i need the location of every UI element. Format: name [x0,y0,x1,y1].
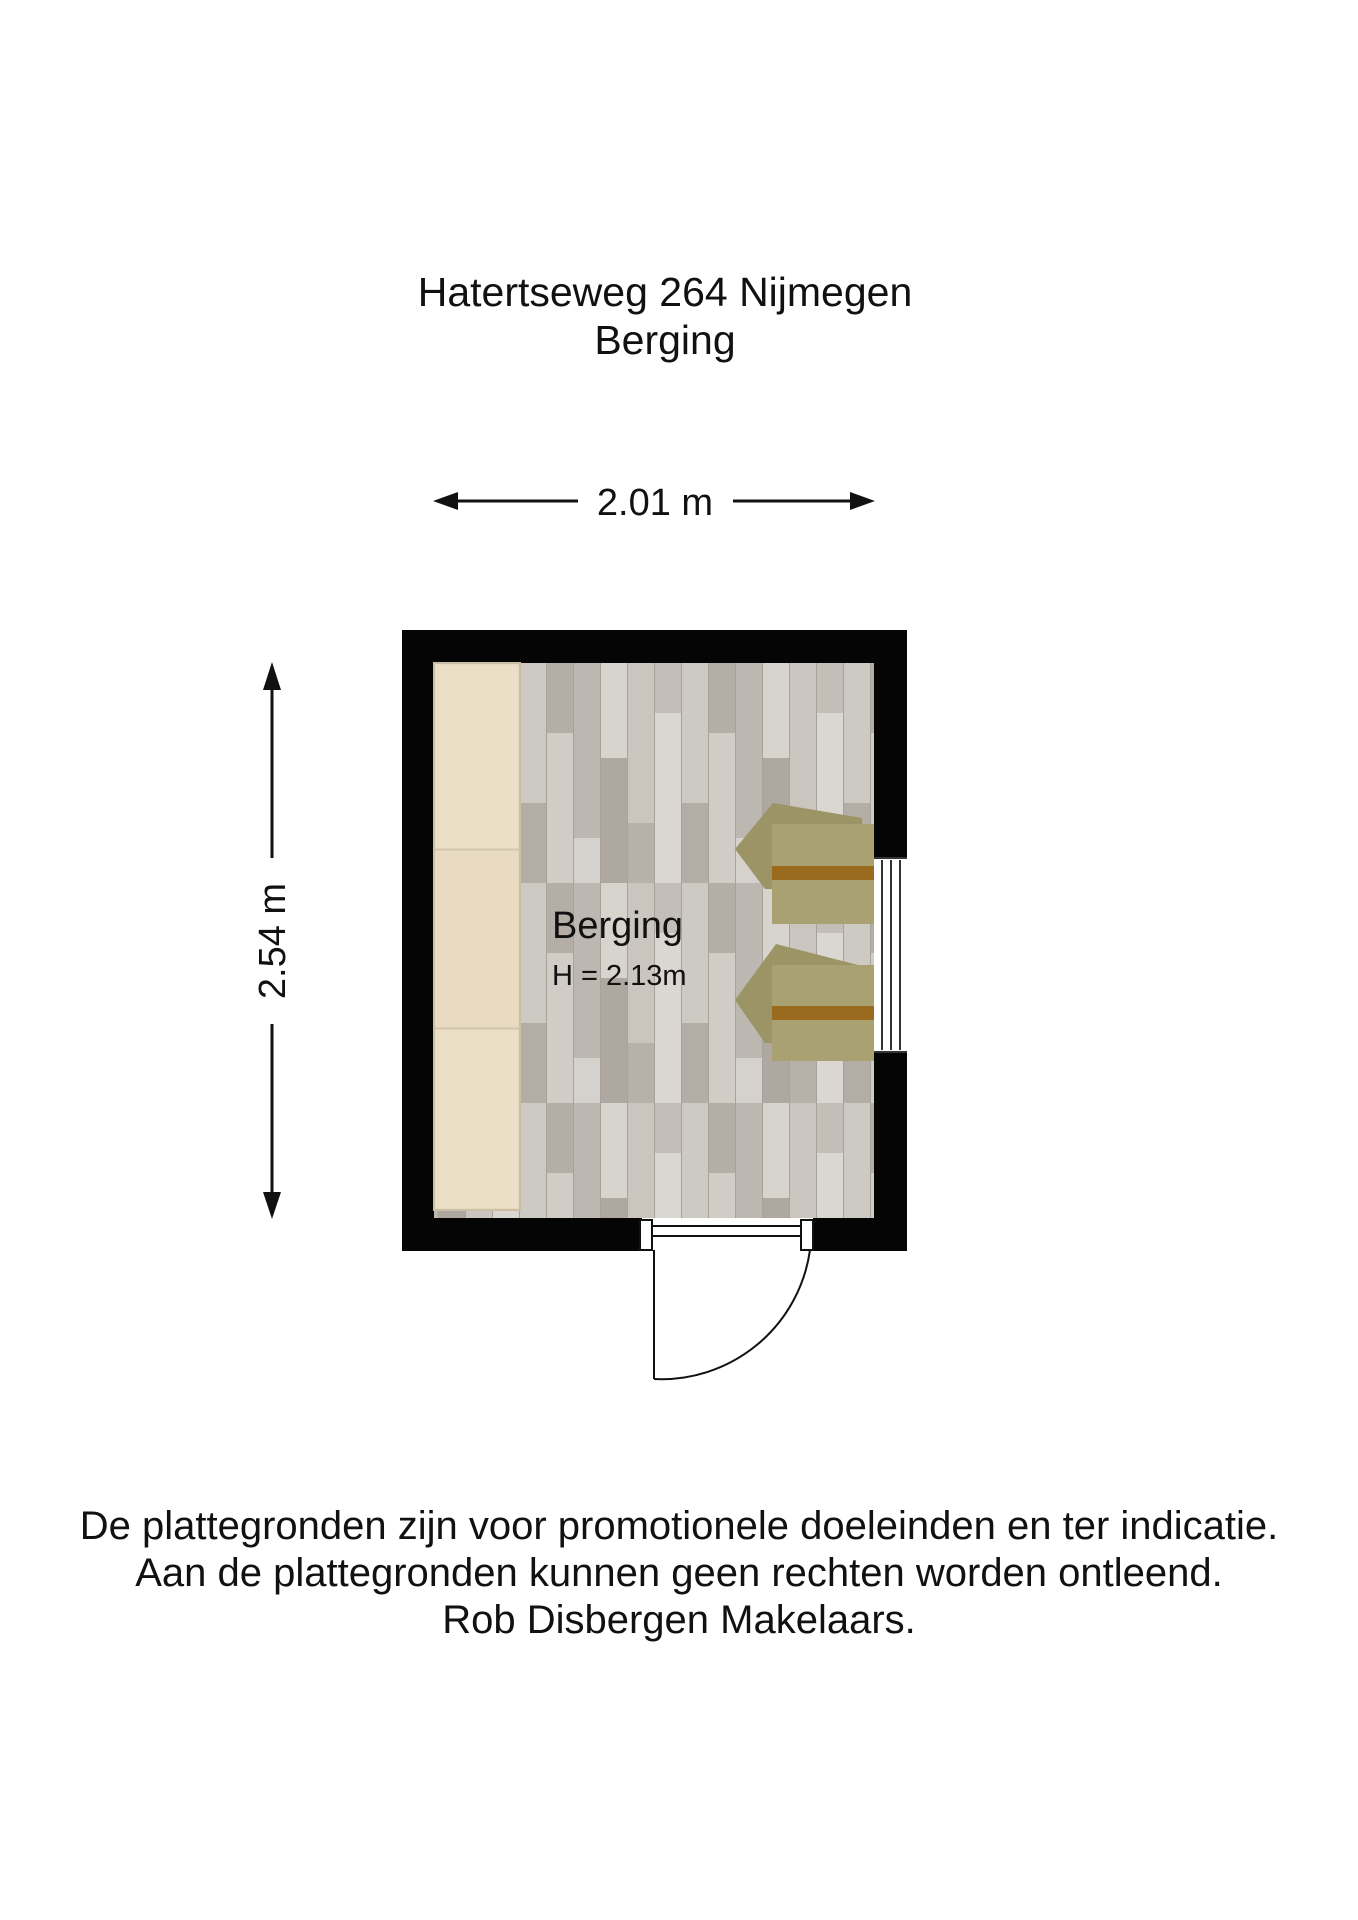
box-tape [772,1006,874,1020]
disclaimer-line-3: Rob Disbergen Makelaars. [442,1598,916,1642]
width-dimension [433,482,875,524]
door [640,1218,813,1379]
room-name-label: Berging [552,905,683,947]
window [874,858,907,1052]
arrow-left-icon [433,492,458,510]
disclaimer-line-2: Aan de plattegronden kunnen geen rechten worden ontleend. [135,1551,1223,1595]
room-height-label: H = 2.13m [552,960,687,992]
cabinet-section-1 [436,665,518,849]
arrow-down-icon [263,1192,281,1219]
cabinet-section-3 [436,1029,518,1208]
door-jamb-right [801,1220,813,1250]
door-opening [642,1218,813,1251]
storage-cabinet [434,663,520,1210]
box-tape [772,866,874,880]
depth-dimension [252,662,294,1219]
depth-dimension-label: 2.54 m [252,882,294,1000]
cabinet-section-2 [436,850,518,1028]
disclaimer-line-1: De plattegronden zijn voor promotionele doeleinden en ter indicatie. [79,1504,1279,1548]
floor-name: Berging [594,317,736,363]
door-swing-arc [654,1250,810,1379]
address-title: Hatertseweg 264 Nijmegen [417,269,913,315]
arrow-right-icon [850,492,875,510]
door-jamb-left [640,1220,652,1250]
arrow-up-icon [263,662,281,690]
width-dimension-label: 2.01 m [596,482,714,524]
disclaimer [0,1503,1358,1644]
